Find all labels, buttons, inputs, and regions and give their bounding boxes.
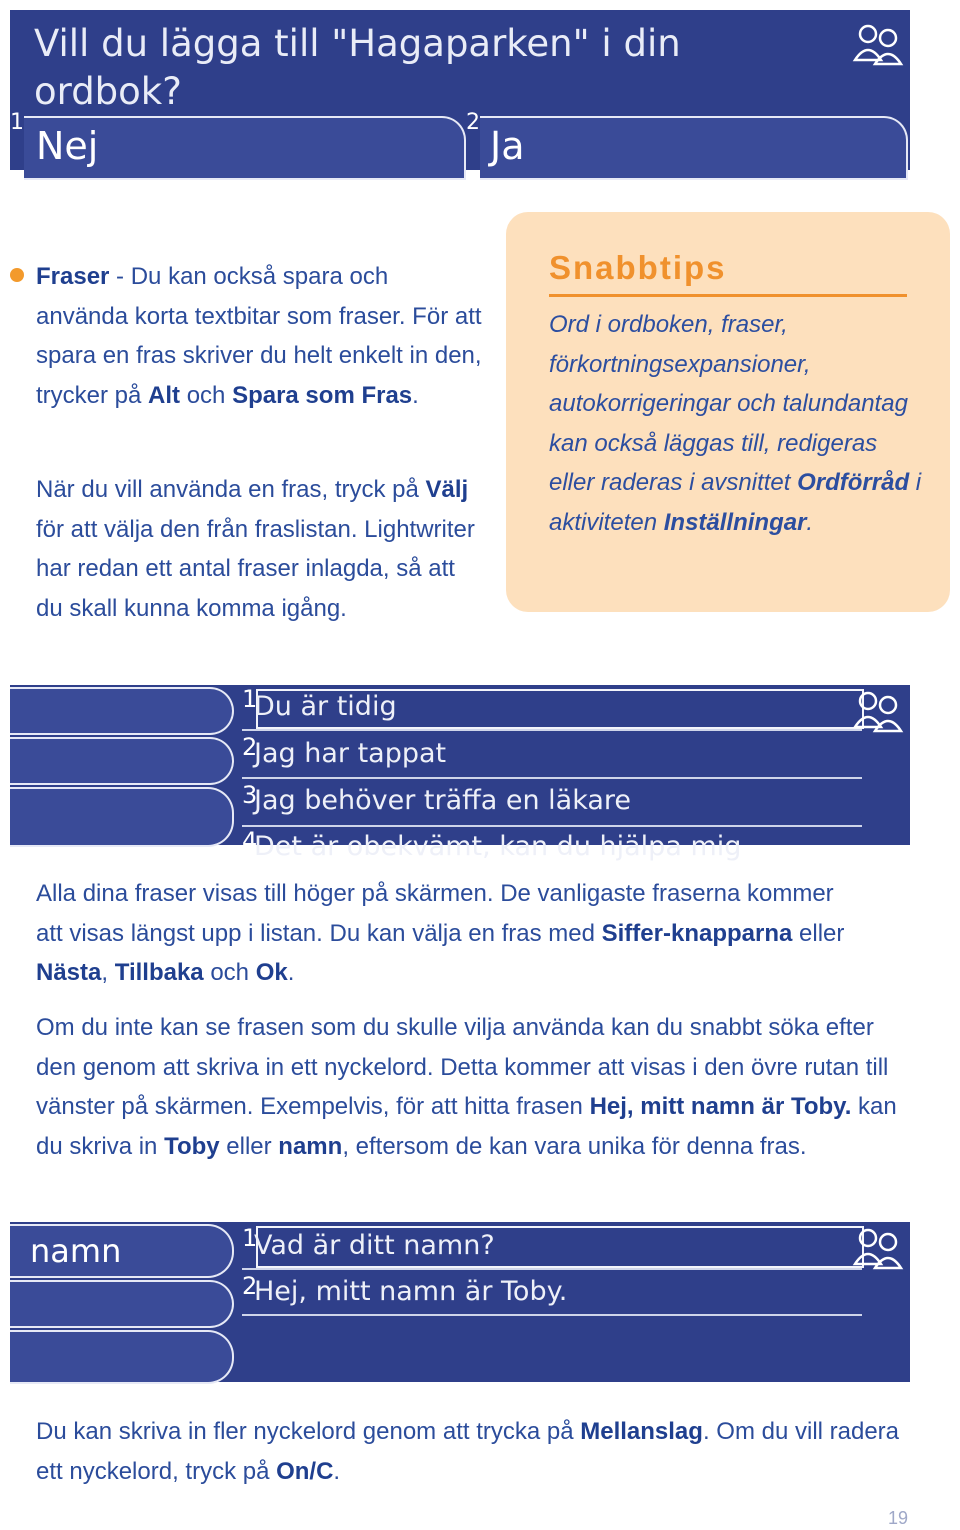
keyword-box[interactable]: [10, 687, 234, 735]
valj-text-a: När du vill använda en fras, tryck på: [36, 476, 426, 503]
row-divider: [242, 1268, 862, 1270]
keyword-toby: Toby: [164, 1132, 220, 1160]
para5-text-c: .: [333, 1457, 341, 1485]
phrase-number: 3: [242, 781, 258, 809]
keyword-input-text: namn: [30, 1232, 122, 1270]
keyword-input-box[interactable]: [10, 1224, 234, 1278]
tip-text-b: i aktiviteten: [549, 469, 922, 536]
para3-text-b: eller: [792, 919, 845, 947]
para3-text-e: .: [287, 959, 295, 986]
phrase-item[interactable]: Jag behöver träffa en läkare: [254, 785, 632, 816]
page-number: 19: [888, 1508, 909, 1528]
prompt-title-line1: Vill du lägga till "Hagaparken" i din: [34, 22, 681, 65]
example-phrase: Hej, mitt namn är Toby.: [589, 1093, 852, 1120]
fraser-text-b: och: [180, 381, 233, 409]
fraser-paragraph: [36, 257, 484, 415]
phrase-item[interactable]: Jag har tappat: [254, 738, 447, 769]
para3-text-d: och: [203, 959, 256, 986]
fraser-term: Fraser: [36, 263, 110, 290]
tip-ordforrad: Ordförråd: [797, 469, 910, 496]
people-icon: [852, 687, 904, 733]
quick-tip-title: Snabbtips: [549, 249, 727, 286]
para3-text-a: Alla dina fraser visas till höger på skärmen. De vanligaste fraserna kommer att visas längst upp i listan. Du kan välja en fras med: [36, 880, 834, 947]
key-alt: Alt: [148, 381, 181, 409]
para4-text-a: Om du inte kan se frasen som du skulle vilja använda kan du snabbt söka efter den genom att skriva in ett nyckelord. Detta kommer att visas i den övre rutan till vänster på skärmen. Exempelvis, för att hitta frasen: [36, 1014, 889, 1120]
row-divider: [242, 777, 862, 779]
para4-text-d: , eftersom de kan vara unika för denna fras.: [342, 1132, 807, 1160]
key-tillbaka: Tillbaka: [114, 959, 204, 986]
para4-text-b: kan du skriva in: [36, 1093, 897, 1160]
phrase-number: 2: [242, 733, 258, 761]
blank-box-2: [10, 1280, 234, 1328]
yes-option[interactable]: [480, 116, 908, 180]
para3-text-c: ,: [101, 959, 115, 986]
option-number-2: 2: [466, 110, 480, 135]
option-number-1: 1: [10, 110, 24, 135]
key-spara-som-fras: Spara som Fras: [232, 381, 413, 409]
key-mellanslag: Mellanslag: [580, 1418, 703, 1445]
para5-text-a: Du kan skriva in fler nyckelord genom att trycka på: [36, 1418, 581, 1445]
bullet-dot: [10, 268, 24, 282]
prompt-title-line2: ordbok?: [34, 70, 182, 113]
phrase-item[interactable]: Hej, mitt namn är Toby.: [254, 1276, 568, 1307]
phrase-item[interactable]: Det är obekvämt, kan du hjälpa mig: [254, 831, 742, 862]
row-divider: [242, 1314, 862, 1316]
keyword-namn: namn: [278, 1132, 343, 1160]
key-ok: Ok: [255, 959, 288, 986]
quick-tip-body: [549, 305, 929, 542]
fraser-text-c: .: [412, 381, 419, 409]
row-divider: [242, 825, 862, 827]
phrase-list-screen: [10, 685, 910, 862]
no-option-label: Nej: [36, 124, 99, 168]
phrase-number: 1: [242, 1224, 258, 1252]
blank-box-3: [10, 1330, 234, 1384]
people-icon: [852, 1224, 904, 1270]
row-divider: [242, 729, 862, 731]
fraser-text-a: - Du kan också spara och använda korta textbitar som fraser. För att spara en fras skriver du helt enkelt in den, trycker på: [36, 263, 482, 409]
prompt-title: [34, 20, 681, 116]
phrase-number: 4: [242, 827, 258, 855]
tip-installningar: Inställningar: [663, 508, 807, 536]
quick-tip-divider: [549, 294, 907, 297]
people-icon: [852, 20, 904, 66]
para4-text-c: eller: [219, 1132, 279, 1160]
quick-tip-box: [506, 212, 950, 612]
key-valj: Välj: [425, 476, 469, 503]
keyword-search-paragraph: [36, 1008, 906, 1166]
valj-paragraph: [36, 470, 484, 628]
dictionary-prompt-screen: [10, 10, 910, 170]
phrase-number: 2: [242, 1272, 258, 1300]
phrase-item[interactable]: Vad är ditt namn?: [254, 1230, 495, 1261]
key-siffer: Siffer-knapparna: [601, 919, 793, 947]
phrase-item[interactable]: Du är tidig: [254, 691, 397, 722]
blank-box-3: [10, 787, 234, 847]
para5-text-b: . Om du vill radera ett nyckelord, tryck på: [36, 1418, 900, 1485]
multiple-keywords-paragraph: [36, 1412, 906, 1491]
phrase-list-paragraph: [36, 874, 866, 993]
no-option[interactable]: [24, 116, 466, 180]
phrase-number: 1: [242, 685, 258, 713]
yes-option-label: Ja: [490, 124, 525, 168]
tip-text-c: .: [806, 508, 814, 536]
key-nasta: Nästa: [36, 959, 102, 986]
valj-text-b: för att välja den från fraslistan. Lightwriter har redan ett antal fraser inlagda, så att du skall kunna komma igång.: [36, 515, 475, 622]
key-onc: On/C: [276, 1457, 334, 1485]
keyword-search-screen: [10, 1222, 910, 1382]
tip-text-a: Ord i ordboken, fraser, förkortningsexpansioner, autokorrigeringar och talundantag kan också läggas till, redigeras eller raderas i avsnittet: [549, 311, 908, 496]
blank-box-2: [10, 737, 234, 785]
